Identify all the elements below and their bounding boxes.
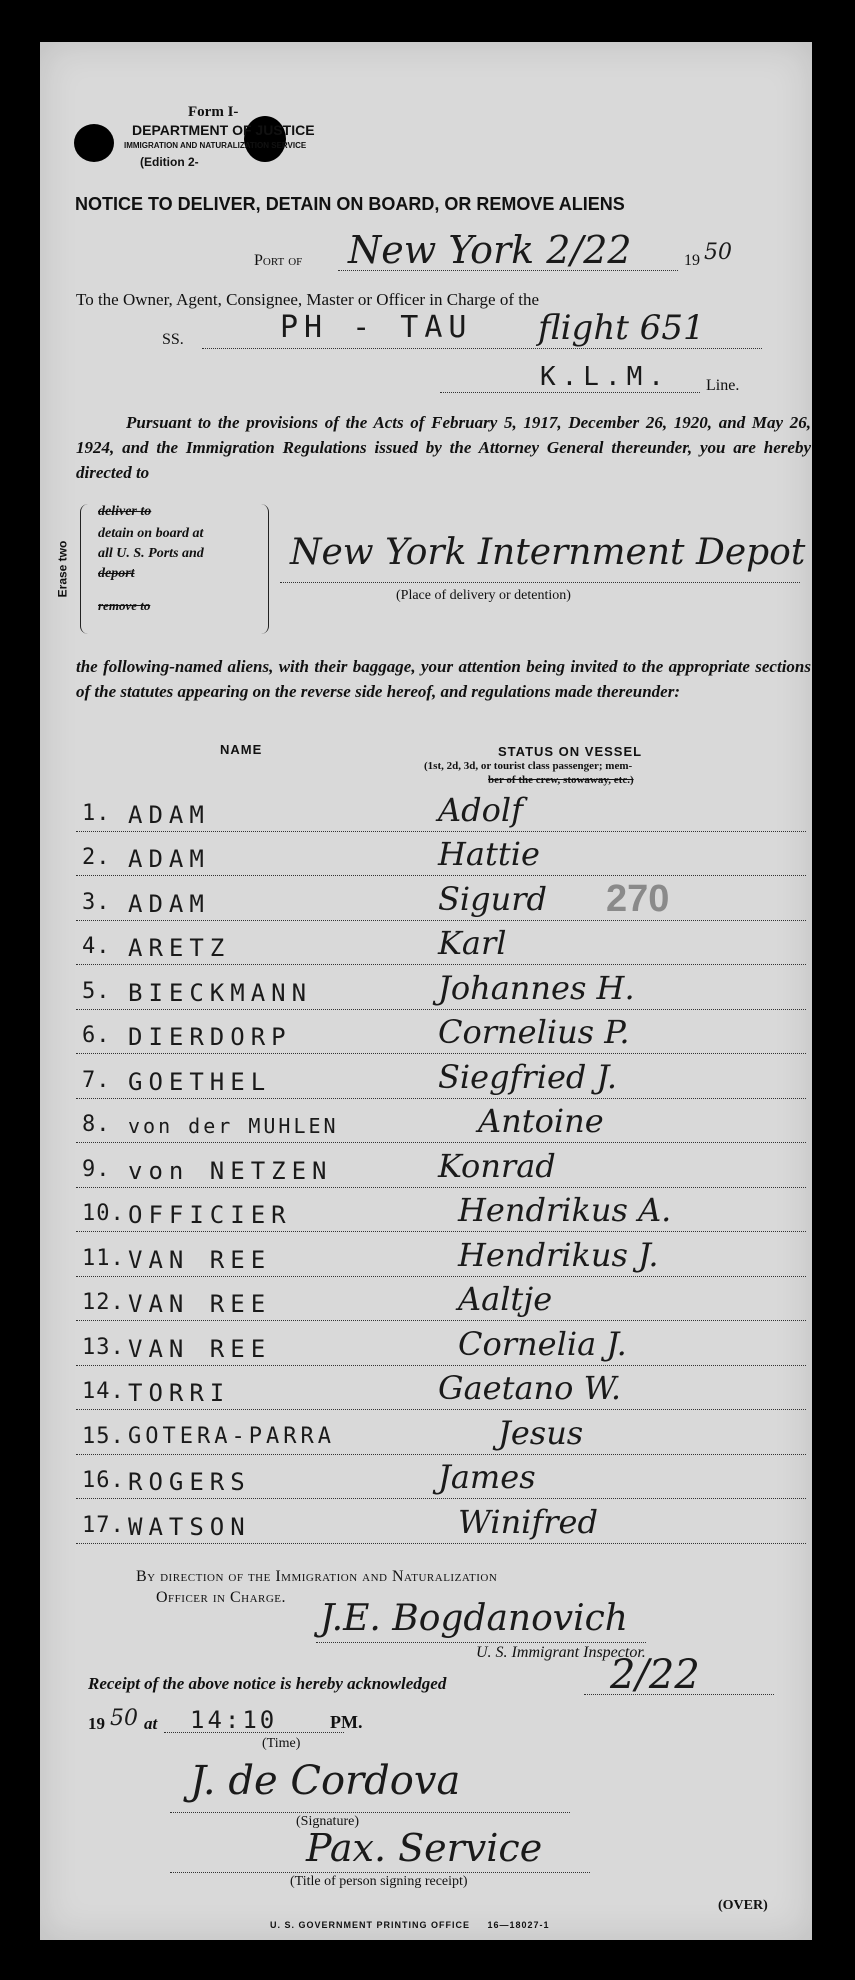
row-number: 8. — [82, 1112, 111, 1137]
alien-row — [40, 1013, 812, 1063]
status-sub-1: (1st, 2d, 3d, or tourist class passenger; mem- — [424, 760, 633, 772]
row-line — [76, 831, 806, 832]
alien-row — [40, 1325, 812, 1375]
row-number: 1. — [82, 801, 111, 826]
alien-row — [40, 1147, 812, 1197]
row-surname: WATSON — [128, 1513, 251, 1541]
row-number: 4. — [82, 934, 111, 959]
row-given-name: Jesus — [498, 1414, 584, 1452]
port-year-value: 50 — [704, 240, 732, 265]
receipt-at-label: at — [144, 1714, 158, 1733]
row-number: 9. — [82, 1157, 111, 1182]
inspector-signature: J.E. Bogdanovich — [320, 1598, 628, 1639]
row-surname: VAN REE — [128, 1290, 272, 1318]
receipt-signature-value: J. de Cordova — [190, 1758, 461, 1804]
receipt-signature-caption: (Signature) — [296, 1814, 359, 1829]
row-line — [76, 875, 806, 876]
alien-row — [40, 1503, 812, 1553]
row-surname: von NETZEN — [128, 1157, 333, 1185]
row-surname: VAN REE — [128, 1335, 272, 1363]
direction-line-1: By direction of the Immigration and Naturalization — [136, 1568, 498, 1585]
row-line — [76, 1187, 806, 1188]
alien-row — [40, 791, 812, 841]
row-surname: ADAM — [128, 845, 210, 873]
row-number: 17. — [82, 1513, 125, 1538]
option-deliver: deliver to — [98, 504, 152, 519]
department-name: DEPARTMENT OF JUSTICE — [132, 122, 315, 138]
alien-row — [40, 969, 812, 1019]
port-year-prefix: 19 — [684, 252, 700, 269]
row-given-name: Sigurd — [438, 880, 548, 918]
receipt-title-caption: (Title of person signing receipt) — [290, 1874, 468, 1889]
row-line — [76, 920, 806, 921]
printing-office: U. S. GOVERNMENT PRINTING OFFICE 16—18027-1 — [270, 1920, 550, 1930]
receipt-year-value: 50 — [110, 1706, 138, 1731]
row-number: 2. — [82, 845, 111, 870]
receipt-title-line — [170, 1872, 590, 1873]
edition-label: (Edition 2- — [140, 155, 199, 169]
line-line — [440, 392, 700, 393]
port-value: New York 2/22 — [348, 228, 632, 272]
row-line — [76, 1098, 806, 1099]
form-document — [40, 42, 812, 1940]
form-title: NOTICE TO DELIVER, DETAIN ON BOARD, OR REMOVE ALIENS — [75, 194, 625, 214]
ss-line — [202, 348, 762, 349]
row-line — [76, 1276, 806, 1277]
erase-label: Erase two — [55, 540, 70, 598]
row-surname: BIECKMANN — [128, 979, 313, 1007]
alien-row — [40, 1414, 812, 1464]
alien-row — [40, 1369, 812, 1419]
row-line — [76, 1053, 806, 1054]
status-sub-2: ber of the crew, stowaway, etc.) — [488, 774, 634, 786]
row-surname: ARETZ — [128, 934, 231, 962]
row-line — [76, 1009, 806, 1010]
row-line — [76, 1365, 806, 1366]
line-label: Line. — [706, 377, 740, 394]
place-value: New York Internment Depot — [290, 532, 806, 573]
row-given-name: Adolf — [438, 791, 523, 829]
row-given-name: Johannes H. — [438, 969, 635, 1007]
row-given-name: James — [438, 1458, 536, 1496]
row-surname: von der MUHLEN — [128, 1114, 339, 1138]
ink-blot-left — [74, 124, 114, 162]
receipt-date-value: 2/22 — [610, 1652, 700, 1698]
row-number: 14. — [82, 1379, 125, 1404]
receipt-time-caption: (Time) — [262, 1736, 301, 1751]
row-line — [76, 1320, 806, 1321]
row-given-name: Antoine — [478, 1102, 604, 1140]
name-header: NAME — [220, 742, 263, 757]
alien-row — [40, 1458, 812, 1508]
place-line — [280, 582, 800, 583]
row-given-name: Karl — [438, 924, 507, 962]
row-given-name: Konrad — [438, 1147, 556, 1185]
alien-row — [40, 1102, 812, 1152]
alien-row — [40, 1280, 812, 1330]
row-line — [76, 1231, 806, 1232]
addressee-text: To the Owner, Agent, Consignee, Master or Officer in Charge of the — [76, 290, 539, 309]
row-given-name: Winifred — [458, 1503, 598, 1541]
stamp-number: 270 — [606, 878, 670, 920]
receipt-year-prefix: 19 — [88, 1714, 105, 1733]
receipt-time-value: 14:10 — [190, 1706, 278, 1734]
line-value: K.L.M. — [540, 362, 670, 392]
row-number: 13. — [82, 1335, 125, 1360]
row-line — [76, 1142, 806, 1143]
row-given-name: Hendrikus J. — [458, 1236, 659, 1274]
row-number: 16. — [82, 1468, 125, 1493]
alien-row — [40, 924, 812, 974]
receipt-time-suffix: PM. — [330, 1712, 363, 1732]
option-deport: deport — [98, 566, 135, 581]
ss-label: SS. — [162, 331, 184, 348]
ss-value: PH - TAU — [280, 310, 473, 345]
place-caption: (Place of delivery or detention) — [396, 588, 571, 603]
form-number: Form I- — [188, 104, 239, 120]
row-surname: ROGERS — [128, 1468, 251, 1496]
row-number: 15. — [82, 1424, 125, 1449]
brace-right — [258, 504, 269, 634]
row-given-name: Gaetano W. — [438, 1369, 622, 1407]
alien-row — [40, 1236, 812, 1286]
row-given-name: Aaltje — [458, 1280, 553, 1318]
row-given-name: Cornelius P. — [438, 1013, 630, 1051]
row-surname: GOETHEL — [128, 1068, 272, 1096]
row-given-name: Siegfried J. — [438, 1058, 618, 1096]
row-surname: DIERDORP — [128, 1023, 292, 1051]
row-surname: VAN REE — [128, 1246, 272, 1274]
row-number: 12. — [82, 1290, 125, 1315]
direction-line-2: Officer in Charge. — [156, 1589, 287, 1606]
pursuant-paragraph: Pursuant to the provisions of the Acts of February 5, 1917, December 26, 1920, and May 26, 1924, and the Immigration Regulations issued by the Attorney General thereunder, you are hereby directed to — [76, 413, 811, 482]
following-paragraph: the following-named aliens, with their baggage, your attention being invited to the appropriate sections of the statutes appearing on the reverse side hereof, and regulations made thereunder: — [76, 657, 811, 701]
alien-row — [40, 835, 812, 885]
row-line — [76, 964, 806, 965]
row-surname: ADAM — [128, 801, 210, 829]
row-number: 10. — [82, 1201, 125, 1226]
row-number: 11. — [82, 1246, 125, 1271]
row-number: 6. — [82, 1023, 111, 1048]
row-line — [76, 1409, 806, 1410]
row-given-name: Cornelia J. — [458, 1325, 627, 1363]
option-detain-2: all U. S. Ports and — [98, 546, 204, 561]
alien-row — [40, 1191, 812, 1241]
status-header: STATUS ON VESSEL — [498, 744, 643, 759]
row-given-name: Hattie — [438, 835, 540, 873]
option-remove: remove to — [98, 598, 151, 613]
row-given-name: Hendrikus A. — [458, 1191, 672, 1229]
receipt-text: Receipt of the above notice is hereby acknowledged — [88, 1674, 447, 1693]
row-number: 7. — [82, 1068, 111, 1093]
service-name: IMMIGRATION AND NATURALIZATION SERVICE — [124, 141, 307, 150]
port-label: Port of — [254, 252, 303, 269]
row-surname: ADAM — [128, 890, 210, 918]
alien-row — [40, 880, 812, 930]
row-surname: GOTERA-PARRA — [128, 1424, 335, 1449]
row-line — [76, 1543, 806, 1544]
row-surname: TORRI — [128, 1379, 231, 1407]
alien-row — [40, 1058, 812, 1108]
receipt-title-value: Pax. Service — [306, 1826, 543, 1870]
row-surname: OFFICIER — [128, 1201, 292, 1229]
row-line — [76, 1498, 806, 1499]
inspector-line — [316, 1642, 646, 1643]
row-line — [76, 1454, 806, 1455]
inspector-title: U. S. Immigrant Inspector. — [476, 1644, 646, 1661]
receipt-signature-line — [170, 1812, 570, 1813]
row-number: 5. — [82, 979, 111, 1004]
row-number: 3. — [82, 890, 111, 915]
option-detain-1: detain on board at — [98, 526, 204, 541]
flight-number: flight 651 — [538, 308, 705, 348]
over-label: (OVER) — [718, 1898, 768, 1913]
brace-left — [80, 504, 91, 634]
